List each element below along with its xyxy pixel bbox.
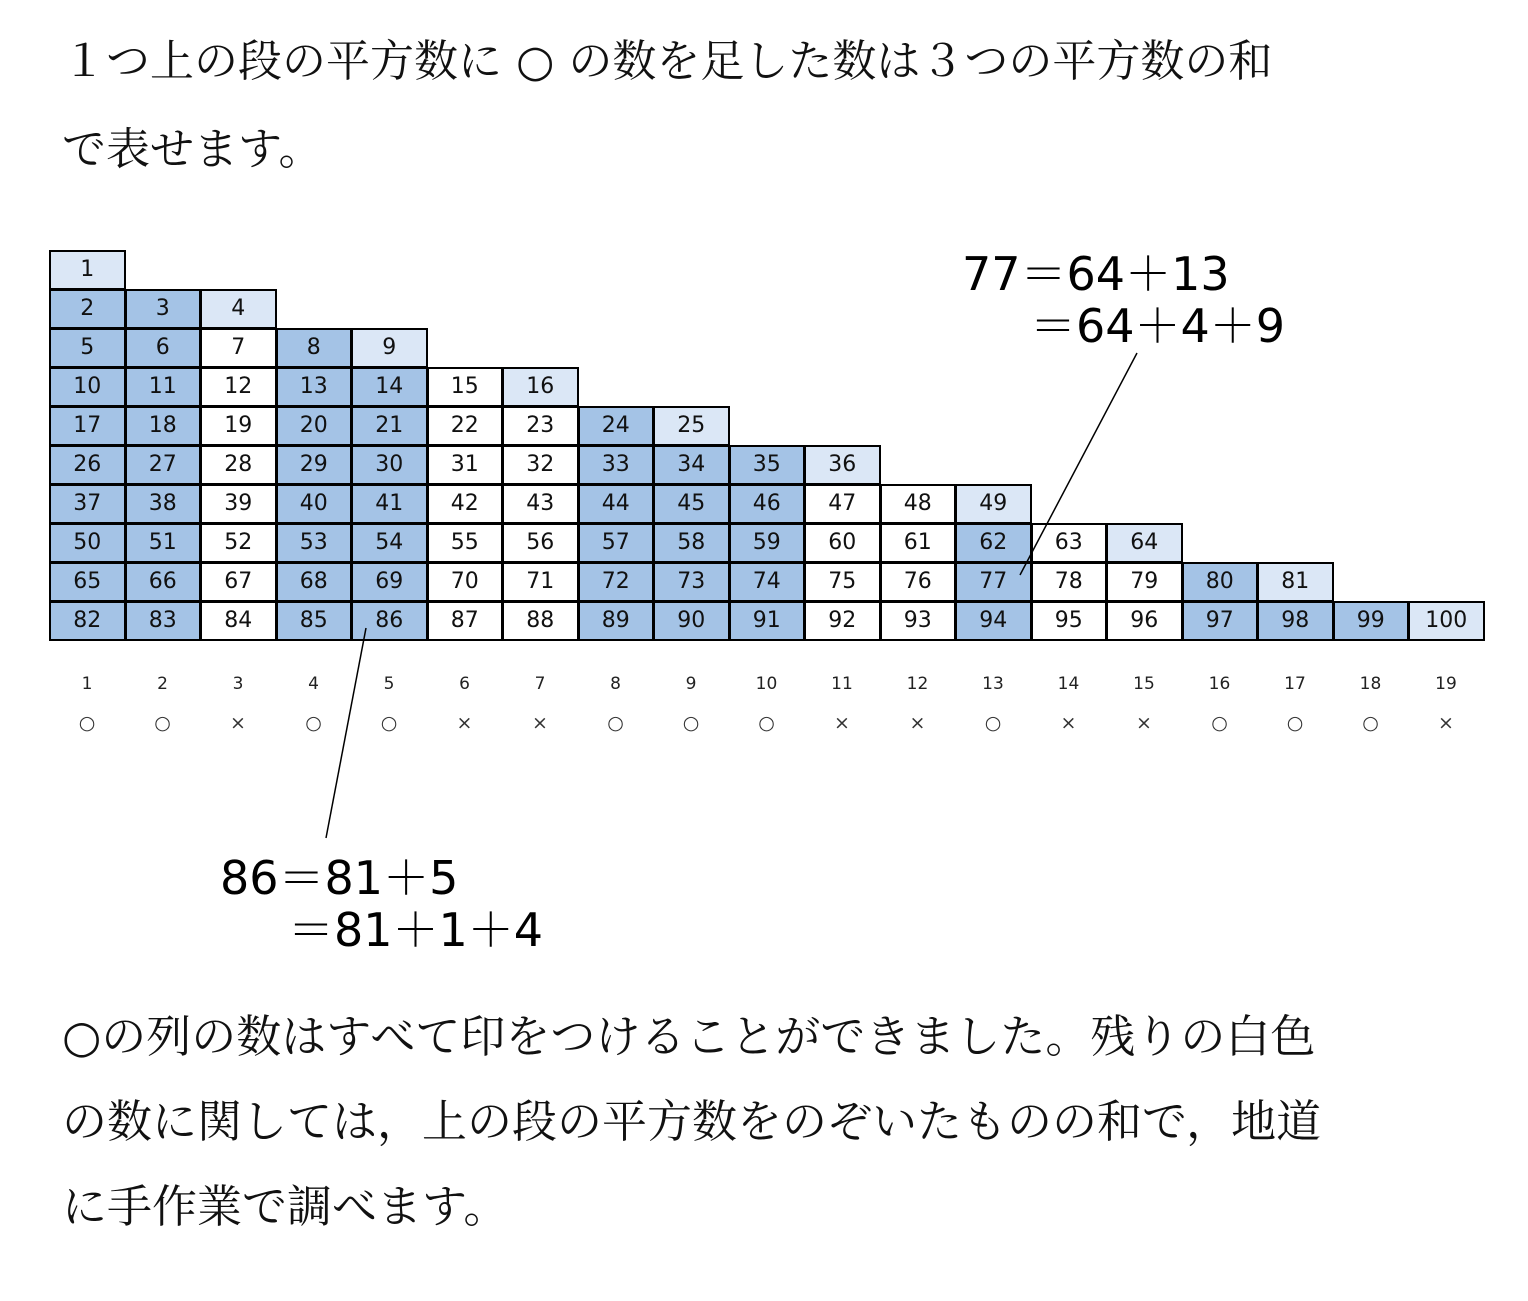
grid-cell: 93 (880, 601, 957, 641)
callout-86-line-2: ＝81＋1＋4 (288, 903, 544, 957)
grid-cell: 62 (955, 523, 1032, 563)
column-number-label: 9 (685, 674, 697, 694)
grid-cell: 76 (880, 562, 957, 602)
grid-cell: 44 (578, 484, 655, 524)
grid-cell: 52 (200, 523, 277, 563)
grid-cell: 70 (427, 562, 504, 602)
grid-cell: 45 (653, 484, 730, 524)
grid-cell: 14 (351, 367, 428, 407)
grid-cell: 100 (1408, 601, 1485, 641)
intro-text-line-1: １つ上の段の平方数に ○ の数を足した数は３つの平方数の和 (62, 36, 1273, 87)
grid-cell: 81 (1257, 562, 1334, 602)
grid-cell: 96 (1106, 601, 1183, 641)
grid-cell: 94 (955, 601, 1032, 641)
column-number-label: 7 (534, 674, 546, 694)
grid-cell: 3 (125, 289, 202, 329)
grid-cell: 39 (200, 484, 277, 524)
grid-cell: 92 (804, 601, 881, 641)
grid-cell: 4 (200, 289, 277, 329)
grid-cell: 80 (1182, 562, 1259, 602)
grid-cell: 34 (653, 445, 730, 485)
grid-cell: 6 (125, 328, 202, 368)
grid-cell: 22 (427, 406, 504, 446)
column-number-label: 11 (831, 674, 853, 694)
grid-cell: 97 (1182, 601, 1259, 641)
grid-cell: 26 (49, 445, 126, 485)
grid-cell: 63 (1031, 523, 1108, 563)
grid-cell: 68 (276, 562, 353, 602)
grid-cell: 42 (427, 484, 504, 524)
grid-cell: 47 (804, 484, 881, 524)
callout-86-line-1: 86＝81＋5 (220, 851, 459, 905)
grid-cell: 31 (427, 445, 504, 485)
column-result-mark: ○ (305, 712, 322, 734)
column-result-mark: ○ (154, 712, 171, 734)
grid-cell: 87 (427, 601, 504, 641)
grid-cell: 5 (49, 328, 126, 368)
column-result-mark: ○ (984, 712, 1002, 734)
grid-cell: 43 (502, 484, 579, 524)
grid-cell: 25 (653, 406, 730, 446)
grid-cell: 40 (276, 484, 353, 524)
column-number-label: 6 (459, 674, 470, 694)
grid-cell: 89 (578, 601, 655, 641)
grid-cell: 8 (276, 328, 353, 368)
grid-cell: 99 (1333, 601, 1410, 641)
column-number-label: 12 (906, 674, 929, 694)
column-number-label: 15 (1133, 674, 1155, 694)
grid-cell: 18 (125, 406, 202, 446)
grid-cell: 30 (351, 445, 428, 485)
grid-cell: 86 (351, 601, 428, 641)
leader-line-86 (326, 628, 366, 838)
grid-cell: 29 (276, 445, 353, 485)
grid-cell: 59 (729, 523, 806, 563)
grid-cell: 46 (729, 484, 806, 524)
grid-cell: 16 (502, 367, 579, 407)
column-number-label: 13 (982, 674, 1004, 694)
callout-77-line-1: 77＝64＋13 (962, 247, 1230, 301)
column-result-mark: × (456, 712, 473, 734)
grid-cell: 64 (1106, 523, 1183, 563)
column-result-mark: × (909, 712, 926, 734)
column-number-label: 1 (81, 674, 93, 694)
grid-cell: 82 (49, 601, 126, 641)
grid-cell: 53 (276, 523, 353, 563)
column-result-mark: ○ (1211, 712, 1228, 734)
column-number-label: 17 (1284, 674, 1306, 694)
grid-cell: 84 (200, 601, 277, 641)
column-number-label: 10 (755, 674, 778, 694)
grid-cell: 37 (49, 484, 126, 524)
grid-cell: 19 (200, 406, 277, 446)
column-result-mark: ○ (607, 712, 624, 734)
column-result-mark: × (1438, 712, 1454, 734)
grid-cell: 51 (125, 523, 202, 563)
column-result-mark: × (834, 712, 850, 734)
grid-cell: 49 (955, 484, 1032, 524)
outro-text-line-2: の数に関しては，上の段の平方数をのぞいたものの和で，地道 (62, 1095, 1322, 1148)
column-result-mark: ○ (758, 712, 775, 734)
grid-cell: 28 (200, 445, 277, 485)
column-number-label: 14 (1057, 674, 1080, 694)
grid-cell: 72 (578, 562, 655, 602)
column-result-mark: × (1136, 712, 1152, 734)
grid-cell: 74 (729, 562, 806, 602)
column-number-label: 5 (383, 674, 395, 694)
grid-cell: 33 (578, 445, 655, 485)
grid-cell: 9 (351, 328, 428, 368)
grid-cell: 98 (1257, 601, 1334, 641)
grid-cell: 10 (49, 367, 126, 407)
grid-cell: 41 (351, 484, 428, 524)
grid-cell: 91 (729, 601, 806, 641)
column-result-mark: ○ (1286, 712, 1304, 734)
grid-cell: 11 (125, 367, 202, 407)
grid-cell: 20 (276, 406, 353, 446)
grid-cell: 88 (502, 601, 579, 641)
column-result-mark: × (230, 712, 246, 734)
grid-cell: 36 (804, 445, 881, 485)
grid-cell: 17 (49, 406, 126, 446)
grid-cell: 75 (804, 562, 881, 602)
grid-cell: 27 (125, 445, 202, 485)
grid-cell: 60 (804, 523, 881, 563)
grid-cell: 50 (49, 523, 126, 563)
column-result-mark: ○ (380, 712, 398, 734)
column-result-mark: × (1060, 712, 1077, 734)
grid-cell: 77 (955, 562, 1032, 602)
grid-cell: 1 (49, 250, 126, 290)
column-number-label: 4 (308, 674, 319, 694)
grid-cell: 67 (200, 562, 277, 602)
column-result-mark: ○ (78, 712, 96, 734)
column-result-mark: ○ (682, 712, 700, 734)
grid-cell: 21 (351, 406, 428, 446)
grid-cell: 65 (49, 562, 126, 602)
callout-77-line-2: ＝64＋4＋9 (1030, 299, 1286, 353)
grid-cell: 79 (1106, 562, 1183, 602)
column-result-mark: ○ (1362, 712, 1379, 734)
grid-cell: 69 (351, 562, 428, 602)
grid-cell: 61 (880, 523, 957, 563)
grid-cell: 24 (578, 406, 655, 446)
grid-cell: 38 (125, 484, 202, 524)
grid-cell: 85 (276, 601, 353, 641)
grid-cell: 12 (200, 367, 277, 407)
grid-cell: 48 (880, 484, 957, 524)
outro-text-line-1: ○の列の数はすべて印をつけることができました。残りの白色 (62, 1010, 1316, 1063)
leader-line-77 (1020, 353, 1137, 575)
column-number-label: 3 (232, 674, 244, 694)
column-number-label: 16 (1208, 674, 1231, 694)
grid-cell: 55 (427, 523, 504, 563)
column-number-label: 18 (1359, 674, 1382, 694)
grid-cell: 90 (653, 601, 730, 641)
grid-cell: 56 (502, 523, 579, 563)
grid-cell: 15 (427, 367, 504, 407)
grid-cell: 66 (125, 562, 202, 602)
grid-cell: 58 (653, 523, 730, 563)
grid-cell: 7 (200, 328, 277, 368)
grid-cell: 71 (502, 562, 579, 602)
grid-cell: 23 (502, 406, 579, 446)
grid-cell: 83 (125, 601, 202, 641)
grid-cell: 2 (49, 289, 126, 329)
grid-cell: 73 (653, 562, 730, 602)
grid-cell: 54 (351, 523, 428, 563)
grid-cell: 32 (502, 445, 579, 485)
column-number-label: 19 (1435, 674, 1457, 694)
column-number-label: 8 (610, 674, 621, 694)
grid-cell: 13 (276, 367, 353, 407)
column-number-label: 2 (157, 674, 168, 694)
grid-cell: 57 (578, 523, 655, 563)
column-result-mark: × (532, 712, 548, 734)
grid-cell: 35 (729, 445, 806, 485)
outro-text-line-3: に手作業で調べます。 (62, 1180, 509, 1233)
grid-cell: 78 (1031, 562, 1108, 602)
intro-text-line-2: で表せます。 (62, 124, 323, 175)
grid-cell: 95 (1031, 601, 1108, 641)
